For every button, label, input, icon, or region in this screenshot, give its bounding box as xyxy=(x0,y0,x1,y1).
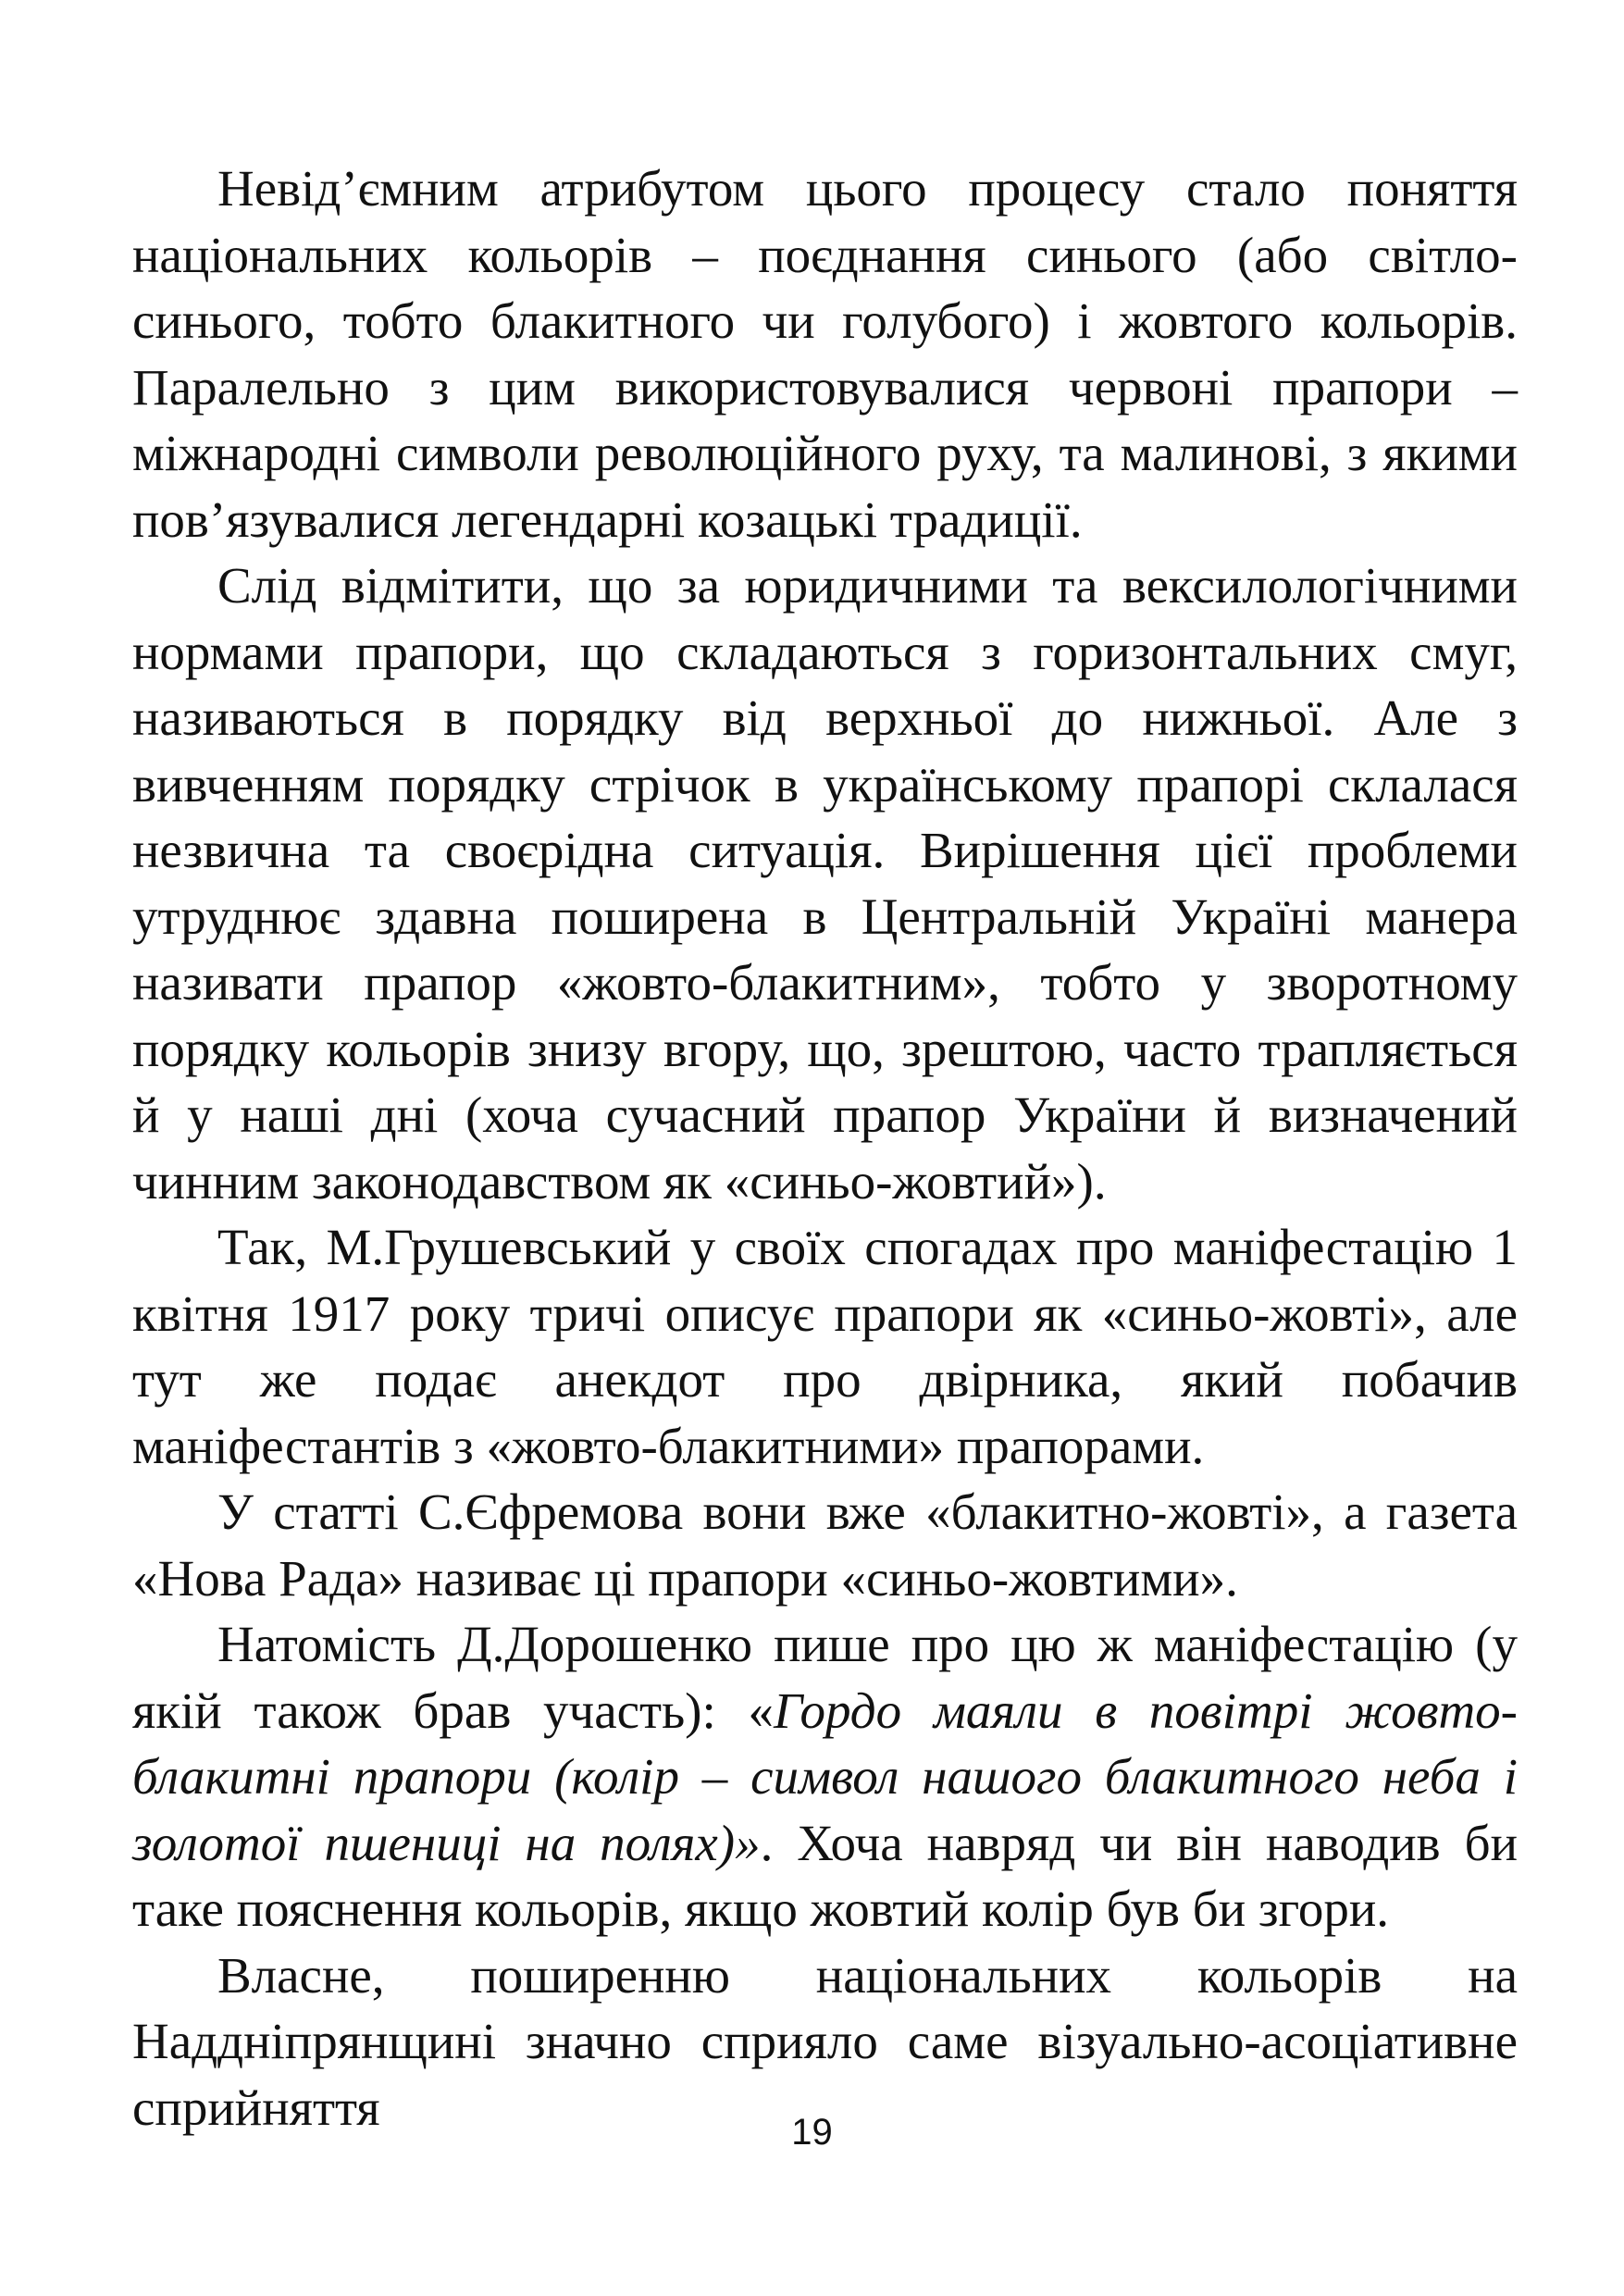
paragraph-national-colors: Невід’ємним атрибутом цього процесу стало поняття національних кольорів – поєднання синього (або світло-синього, тобто блакитного чи голубого) і жовтого кольорів. Паралельно з цим використовувалися червоні прапори – міжнародні символи революційного руху, та малинові, з якими пов’язувалися легендарні козацькі традиції. xyxy=(132,160,1518,548)
paragraph-doroshenko xyxy=(132,1611,1518,1942)
paragraph-vexillology-norms: Слід відмітити, що за юридичними та вексилологічними нормами прапори, що складаються з горизонтальних смуг, називаються в порядку від верхньої до нижньої. Але з вивченням порядку стрічок в українському прапорі склалася незвична та своєрідна ситуація. Вирішення цієї проблеми утруднює здавна поширена в Центральній Україні манера називати прапор «жовто-блакитним», тобто у зворотному порядку кольорів знизу вгору, що, зрештою, часто трапляється й у наші дні (хоча сучасний прапор України й визначений чинним законодавством як «синьо-жовтий»). xyxy=(132,557,1518,1210)
doroshenko-text-after: . Хоча навряд чи він наводив би таке пояснення кольорів, якщо жовтий колір був би згори. xyxy=(132,1814,1519,1937)
paragraph-yefremov: У статті С.Єфремова вони вже «блакитно-жовті», а газета «Нова Рада» називає ці прапори «синьо-жовтими». xyxy=(132,1483,1518,1607)
paragraph-hrushevsky: Так, М.Грушевський у своїх спогадах про маніфестацію 1 квітня 1917 року тричі описує прапори як «синьо-жовті», але тут же подає анекдот про двірника, який побачив маніфестантів з «жовто-блакитними» прапорами. xyxy=(132,1219,1518,1474)
page-body xyxy=(132,155,1518,2141)
doroshenko-text-before: Натомість Д.Дорошенко пише про цю ж маніфестацію (у якій також брав участь): « xyxy=(132,1616,1518,1739)
page-number: 19 xyxy=(791,2112,833,2153)
paragraph-naddniprianshchyna: Власне, поширенню національних кольорів на Наддніпрянщині значно сприяло саме візуально-асоціативне сприйняття xyxy=(132,1946,1518,2136)
doroshenko-quote: Гордо маяли в повітрі жовто-блакитні прапори (колір – символ нашого блакитного неба і золотої пшениці на полях)» xyxy=(132,1682,1518,1871)
